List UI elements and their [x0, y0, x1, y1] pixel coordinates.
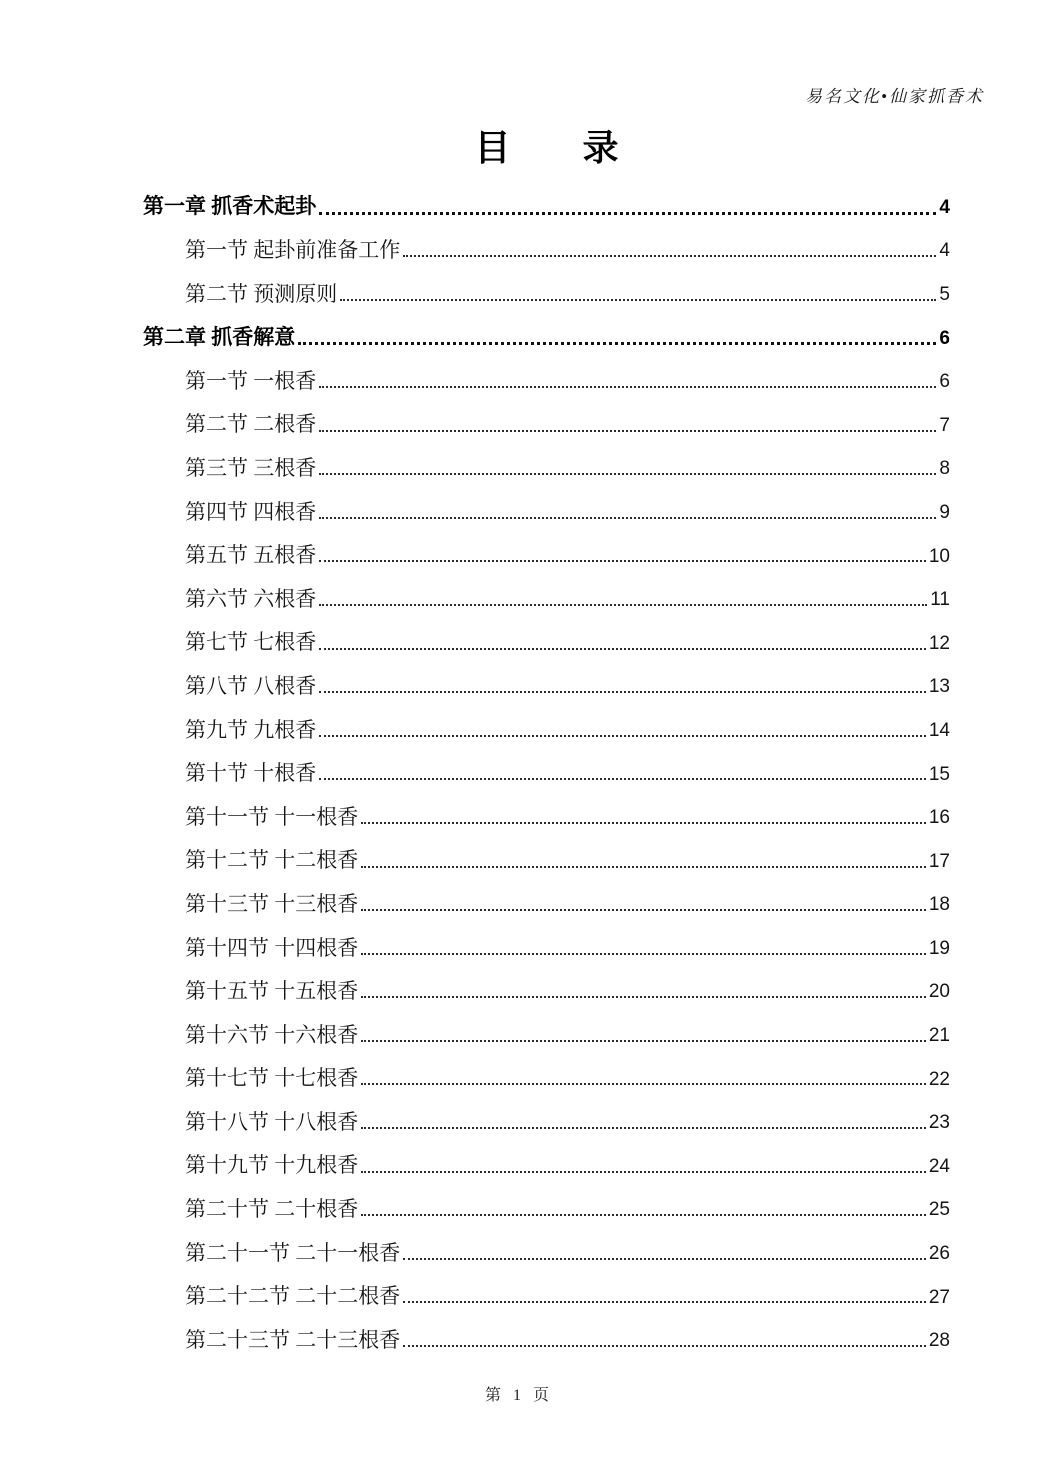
toc-entry-page-number: 21 [928, 1025, 950, 1047]
toc-entry-label: 第二节 二根香 [185, 412, 317, 437]
dot-leader [319, 517, 936, 519]
toc-entry-page-number: 26 [928, 1243, 950, 1265]
dot-leader [361, 1083, 926, 1085]
toc-entry-section-1[interactable] [143, 220, 950, 264]
toc-entry-page-number: 17 [928, 850, 950, 872]
toc-entry-label: 第三节 三根香 [185, 455, 317, 480]
toc-entry-section-11[interactable] [143, 656, 950, 700]
toc-entry-section-24[interactable] [143, 1222, 950, 1266]
toc-entry-page-number: 23 [928, 1112, 950, 1134]
toc-entry-section-18[interactable] [143, 961, 950, 1005]
toc-entry-page-number: 6 [939, 327, 950, 349]
toc-entry-page-number: 4 [939, 196, 950, 218]
toc-entry-label: 第二十一节 二十一根香 [185, 1240, 401, 1265]
toc-entry-section-26[interactable] [143, 1309, 950, 1353]
toc-entry-section-22[interactable] [143, 1135, 950, 1179]
dot-leader [319, 604, 927, 606]
dot-leader [361, 953, 926, 955]
toc-entry-label: 第二章 抓香解意 [143, 325, 296, 350]
dot-leader [319, 473, 936, 475]
toc-entry-section-10[interactable] [143, 612, 950, 656]
toc-entry-label: 第十一节 十一根香 [185, 804, 359, 829]
toc-entry-section-20[interactable] [143, 1048, 950, 1092]
toc-entry-page-number: 14 [928, 719, 950, 741]
toc-entry-page-number: 7 [939, 414, 950, 436]
page-number-footer: 第 1 页 [484, 1387, 553, 1404]
toc-entry-page-number: 19 [928, 937, 950, 959]
toc-entry-section-7[interactable] [143, 481, 950, 525]
toc-entry-page-number: 4 [939, 240, 950, 262]
toc-entry-label: 第八节 八根香 [185, 673, 317, 698]
toc-entry-page-number: 6 [939, 371, 950, 393]
dot-leader [319, 778, 926, 780]
toc-list [143, 176, 950, 1353]
dot-leader [319, 430, 936, 432]
toc-entry-label: 第一节 起卦前准备工作 [185, 238, 401, 262]
toc-entry-label: 第九节 九根香 [185, 717, 317, 742]
toc-entry-label: 第七节 七根香 [185, 630, 317, 655]
toc-entry-section-14[interactable] [143, 786, 950, 830]
dot-leader [361, 1214, 926, 1216]
dot-leader [319, 648, 926, 650]
toc-entry-label: 第十四节 十四根香 [185, 935, 359, 960]
toc-entry-label: 第十九节 十九根香 [185, 1153, 359, 1178]
toc-entry-label: 第二十三节 二十三根香 [185, 1327, 401, 1352]
toc-entry-label: 第十八节 十八根香 [185, 1109, 359, 1134]
toc-entry-label: 第十七节 十七根香 [185, 1066, 359, 1091]
toc-entry-section-15[interactable] [143, 830, 950, 874]
toc-entry-page-number: 11 [930, 589, 950, 611]
toc-entry-section-8[interactable] [143, 525, 950, 569]
dot-leader [361, 1040, 926, 1042]
toc-entry-label: 第二节 预测原则 [185, 281, 338, 306]
toc-entry-page-number: 24 [928, 1155, 950, 1177]
toc-entry-page-number: 18 [928, 894, 950, 916]
toc-entry-section-19[interactable] [143, 1004, 950, 1048]
toc-entry-section-5[interactable] [143, 394, 950, 438]
toc-entry-label: 第六节 六根香 [185, 586, 317, 611]
toc-entry-page-number: 10 [928, 545, 950, 567]
toc-entry-page-number: 13 [928, 676, 950, 698]
dot-leader [361, 866, 926, 868]
dot-leader [319, 735, 926, 737]
toc-entry-label: 第十三节 十三根香 [185, 891, 359, 916]
toc-entry-section-25[interactable] [143, 1266, 950, 1310]
toc-entry-page-number: 20 [928, 981, 950, 1003]
toc-entry-section-13[interactable] [143, 743, 950, 787]
toc-entry-page-number: 9 [939, 501, 950, 523]
toc-entry-label: 第二十节 二十根香 [185, 1197, 359, 1222]
toc-entry-label: 第五节 五根香 [185, 543, 317, 568]
toc-entry-page-number: 12 [928, 632, 950, 654]
dot-leader [319, 560, 926, 562]
dot-leader [298, 342, 936, 345]
dot-leader [403, 1301, 926, 1303]
toc-entry-label: 第二十二节 二十二根香 [185, 1284, 401, 1309]
dot-leader [361, 822, 926, 824]
toc-entry-label: 第一章 抓香术起卦 [143, 194, 317, 219]
toc-entry-label: 第四节 四根香 [185, 499, 317, 524]
toc-entry-page-number: 22 [928, 1068, 950, 1090]
toc-entry-label: 第十六节 十六根香 [185, 1022, 359, 1047]
dot-leader [403, 1345, 926, 1347]
toc-entry-page-number: 15 [928, 763, 950, 785]
dot-leader [361, 909, 926, 911]
toc-entry-page-number: 5 [939, 283, 950, 305]
toc-entry-label: 第十二节 十二根香 [185, 848, 359, 873]
toc-entry-section-12[interactable] [143, 699, 950, 743]
toc-entry-section-4[interactable] [143, 350, 950, 394]
toc-entry-page-number: 16 [928, 807, 950, 829]
dot-leader [361, 1171, 926, 1173]
toc-entry-section-16[interactable] [143, 874, 950, 918]
dot-leader [361, 1127, 926, 1129]
toc-entry-page-number: 8 [939, 458, 950, 480]
dot-leader [361, 996, 926, 998]
toc-entry-section-23[interactable] [143, 1179, 950, 1223]
toc-entry-page-number: 28 [928, 1330, 950, 1352]
document-header-brand: 易名文化•仙家抓香术 [805, 87, 984, 106]
dot-leader [340, 299, 936, 301]
toc-entry-section-2[interactable] [143, 263, 950, 307]
toc-entry-section-9[interactable] [143, 568, 950, 612]
dot-leader [403, 1258, 926, 1260]
toc-entry-label: 第十节 十根香 [185, 761, 317, 786]
toc-entry-label: 第十五节 十五根香 [185, 979, 359, 1004]
dot-leader [319, 212, 936, 215]
dot-leader [319, 386, 936, 388]
toc-entry-page-number: 27 [928, 1286, 950, 1308]
page-title: 目 录 [474, 128, 619, 168]
dot-leader [319, 691, 926, 693]
toc-entry-section-6[interactable] [143, 438, 950, 482]
toc-entry-section-17[interactable] [143, 917, 950, 961]
toc-entry-chapter-0[interactable] [143, 176, 950, 220]
toc-entry-section-21[interactable] [143, 1091, 950, 1135]
dot-leader [403, 255, 936, 257]
toc-entry-label: 第一节 一根香 [185, 368, 317, 393]
toc-entry-chapter-3[interactable] [143, 307, 950, 351]
toc-entry-page-number: 25 [928, 1199, 950, 1221]
